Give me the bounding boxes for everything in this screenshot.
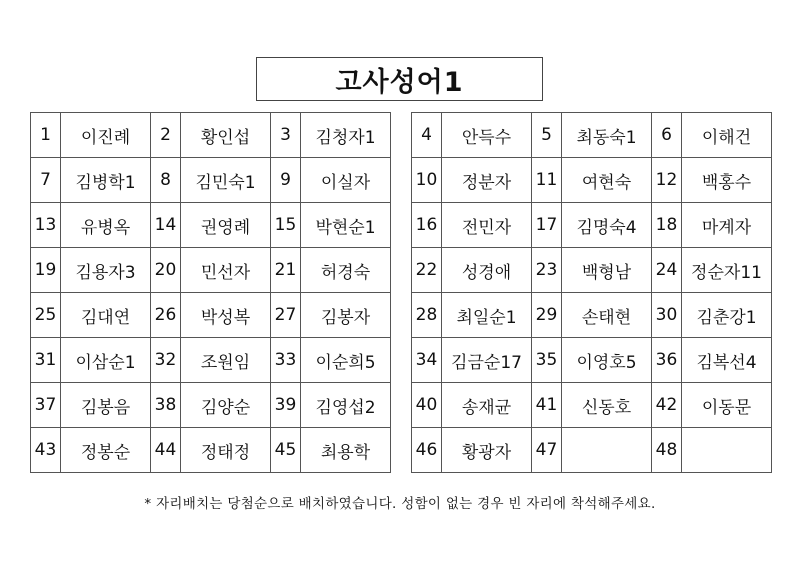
seat-row <box>412 203 772 248</box>
seat-number: 16 <box>412 203 442 248</box>
seat-row <box>412 383 772 428</box>
seat-number: 28 <box>412 293 442 338</box>
seat-name: 손태현 <box>562 293 652 338</box>
seat-number: 34 <box>412 338 442 383</box>
seat-number: 19 <box>31 248 61 293</box>
seat-number: 36 <box>652 338 682 383</box>
seat-name: 김청자1 <box>301 113 391 158</box>
seat-number: 35 <box>532 338 562 383</box>
seat-number: 46 <box>412 428 442 473</box>
seat-number: 48 <box>652 428 682 473</box>
seat-number: 38 <box>151 383 181 428</box>
seating-note: * 자리배치는 당첨순으로 배치하였습니다. 성함이 없는 경우 빈 자리에 착석해주세요. <box>144 496 656 512</box>
seat-name: 마계자 <box>682 203 772 248</box>
seat-table-left <box>30 112 391 473</box>
seat-number: 33 <box>271 338 301 383</box>
seat-number: 26 <box>151 293 181 338</box>
seat-number: 30 <box>652 293 682 338</box>
seat-name: 김명숙4 <box>562 203 652 248</box>
seat-name: 김병학1 <box>61 158 151 203</box>
seat-name: 전민자 <box>442 203 532 248</box>
seat-row <box>31 293 391 338</box>
seat-name: 권영례 <box>181 203 271 248</box>
seat-name: 황광자 <box>442 428 532 473</box>
seat-number: 6 <box>652 113 682 158</box>
seat-row <box>31 338 391 383</box>
seat-name: 이실자 <box>301 158 391 203</box>
seat-name: 최동숙1 <box>562 113 652 158</box>
seat-name: 김복선4 <box>682 338 772 383</box>
seat-name: 민선자 <box>181 248 271 293</box>
seat-number: 25 <box>31 293 61 338</box>
seat-name: 이순희5 <box>301 338 391 383</box>
seat-number: 31 <box>31 338 61 383</box>
seat-number: 17 <box>532 203 562 248</box>
seat-name: 김영섭2 <box>301 383 391 428</box>
seat-name: 성경애 <box>442 248 532 293</box>
seat-number: 44 <box>151 428 181 473</box>
seat-name: 이해건 <box>682 113 772 158</box>
seat-number: 20 <box>151 248 181 293</box>
seat-number: 43 <box>31 428 61 473</box>
seat-name: 정순자11 <box>682 248 772 293</box>
seat-row <box>31 203 391 248</box>
seat-number: 40 <box>412 383 442 428</box>
seat-number: 13 <box>31 203 61 248</box>
seat-name: 송재균 <box>442 383 532 428</box>
seat-name: 유병옥 <box>61 203 151 248</box>
seat-row <box>412 113 772 158</box>
seat-name: 신동호 <box>562 383 652 428</box>
seat-number: 21 <box>271 248 301 293</box>
seat-number: 12 <box>652 158 682 203</box>
seat-number: 1 <box>31 113 61 158</box>
seat-row <box>31 158 391 203</box>
seat-number: 14 <box>151 203 181 248</box>
seat-number: 32 <box>151 338 181 383</box>
seat-name <box>562 428 652 473</box>
seat-number: 45 <box>271 428 301 473</box>
seat-name: 김양순 <box>181 383 271 428</box>
seat-name: 조원임 <box>181 338 271 383</box>
seat-number: 39 <box>271 383 301 428</box>
seat-number: 18 <box>652 203 682 248</box>
seat-name: 김용자3 <box>61 248 151 293</box>
seat-name: 정태정 <box>181 428 271 473</box>
seat-number: 7 <box>31 158 61 203</box>
seat-number: 24 <box>652 248 682 293</box>
seat-name: 최용학 <box>301 428 391 473</box>
seat-row <box>412 158 772 203</box>
seat-number: 47 <box>532 428 562 473</box>
seat-name: 김봉자 <box>301 293 391 338</box>
seat-name: 허경숙 <box>301 248 391 293</box>
seat-number: 4 <box>412 113 442 158</box>
seat-row <box>412 248 772 293</box>
seat-name: 박성복 <box>181 293 271 338</box>
seat-name: 김춘강1 <box>682 293 772 338</box>
seat-table-right <box>411 112 772 473</box>
seat-name: 박현순1 <box>301 203 391 248</box>
seat-name: 김대연 <box>61 293 151 338</box>
seat-name: 이영호5 <box>562 338 652 383</box>
seat-number: 37 <box>31 383 61 428</box>
seat-number: 15 <box>271 203 301 248</box>
title-box <box>256 57 543 101</box>
seat-row <box>31 428 391 473</box>
seat-number: 23 <box>532 248 562 293</box>
seat-number: 9 <box>271 158 301 203</box>
seat-name: 정분자 <box>442 158 532 203</box>
seat-row <box>31 113 391 158</box>
seat-name: 김민숙1 <box>181 158 271 203</box>
seat-row <box>31 248 391 293</box>
seat-name: 정봉순 <box>61 428 151 473</box>
seat-name: 이동문 <box>682 383 772 428</box>
seat-number: 3 <box>271 113 301 158</box>
seat-name: 여현숙 <box>562 158 652 203</box>
seat-number: 41 <box>532 383 562 428</box>
seat-number: 2 <box>151 113 181 158</box>
seat-number: 42 <box>652 383 682 428</box>
seat-number: 8 <box>151 158 181 203</box>
seat-number: 10 <box>412 158 442 203</box>
seat-name: 김봉음 <box>61 383 151 428</box>
seat-row <box>412 428 772 473</box>
seat-number: 22 <box>412 248 442 293</box>
seat-number: 5 <box>532 113 562 158</box>
seat-number: 27 <box>271 293 301 338</box>
seat-row <box>412 338 772 383</box>
seat-name: 김금순17 <box>442 338 532 383</box>
seat-name: 이진례 <box>61 113 151 158</box>
seat-row <box>31 383 391 428</box>
seat-name: 황인섭 <box>181 113 271 158</box>
seat-name: 최일순1 <box>442 293 532 338</box>
seat-row <box>412 293 772 338</box>
page-title: 고사성어1 <box>335 66 464 98</box>
seat-name: 이삼순1 <box>61 338 151 383</box>
seat-name <box>682 428 772 473</box>
seat-name: 안득수 <box>442 113 532 158</box>
seat-number: 11 <box>532 158 562 203</box>
seat-number: 29 <box>532 293 562 338</box>
seat-name: 백홍수 <box>682 158 772 203</box>
seat-name: 백형남 <box>562 248 652 293</box>
